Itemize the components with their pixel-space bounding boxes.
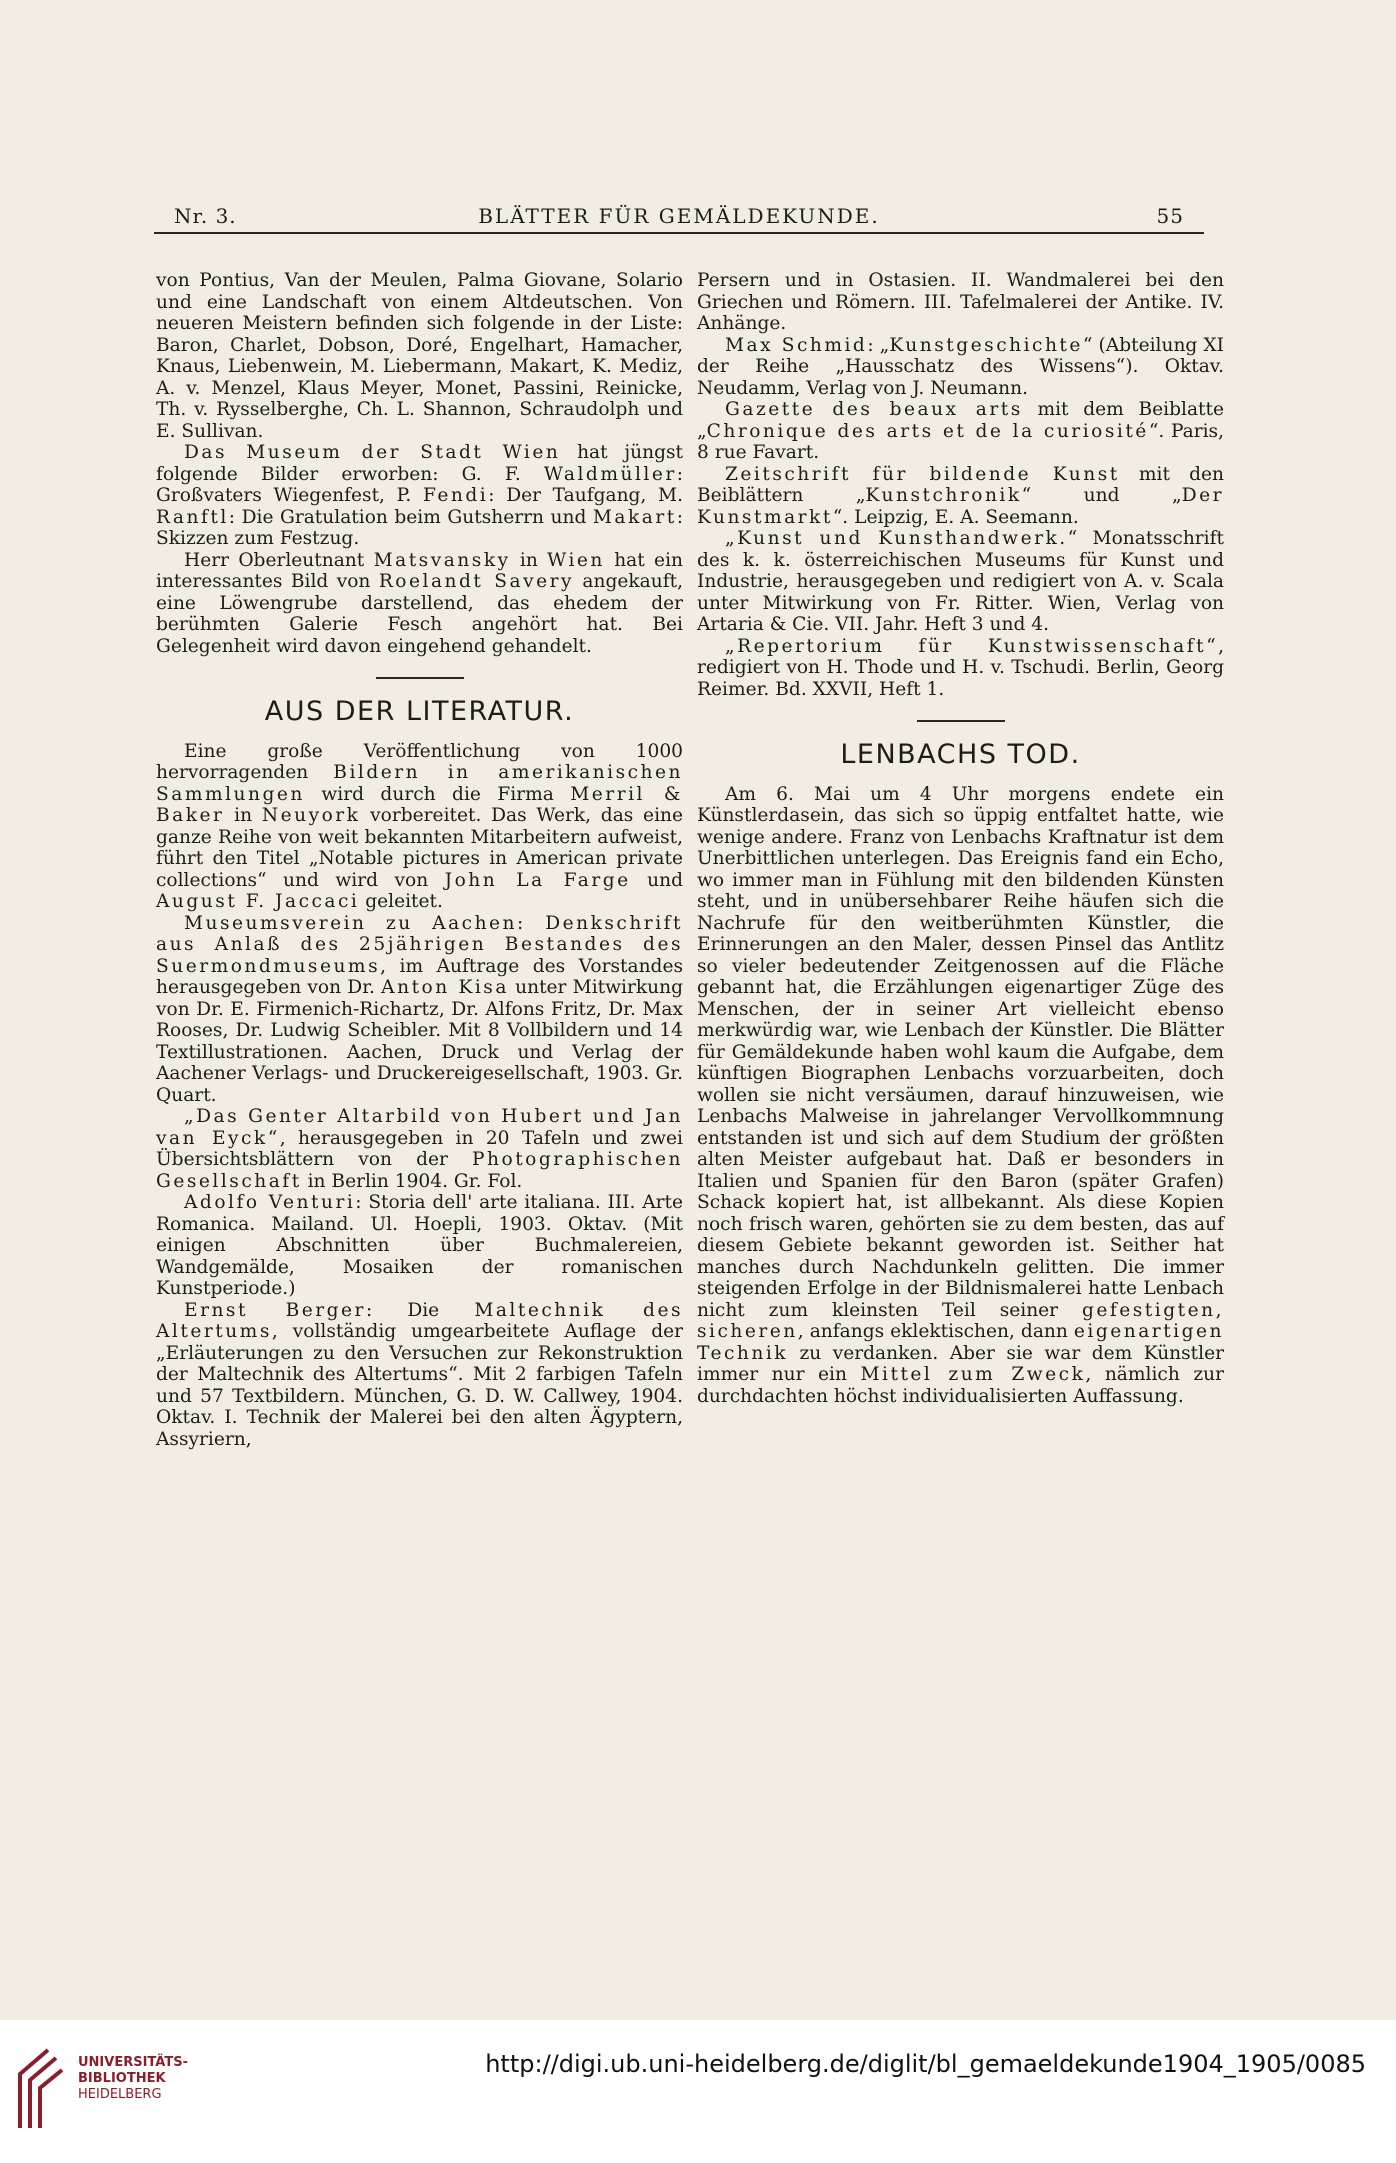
right-column xyxy=(697,270,1224,1407)
paragraph: Zeitschrift für bildende Kunst mit den Beiblättern „Kunstchronik“ und „Der Kunstmarkt“. Leipzig, E. A. Seemann. xyxy=(697,463,1225,528)
paragraph: Eine große Veröffentlichung von 1000 hervorragenden Bildern in amerikanischen Sammlungen wird durch die Firma Merril & Baker in Neuyork vorbereitet. Das Werk, das eine ganze Reihe von weit bekannten Mitarbeitern aufweist, führt den Titel „Notable pictures in American private collections“ und wird von John La Farge und August F. Jaccaci geleitet. xyxy=(156,740,684,912)
paragraph: Am 6. Mai um 4 Uhr morgens endete ein Künstlerdasein, das sich so üppig entfaltet hatte, wie wenige andere. Franz von Lenbachs Kraftnatur ist dem Unerbittlichen unterlegen. Das Ereignis fand ein Echo, wo immer man in Fühlung mit den bildenden Künsten steht, und in unübersehbarer Reihe häufen sich die Nachrufe für den weitberühmten Künstler, die Erinnerungen an den Maler, dessen Pinsel das Antlitz so vieler bedeutender Zeitgenossen auf die Fläche gebannt hat, die Erzählungen eigenartiger Züge des Menschen, der in seiner Art vielleicht ebenso merkwürdig war, wie Lenbach der Künstler. Die Blätter für Gemäldekunde haben wohl kaum die Aufgabe, dem künftigen Biographen Lenbachs vorzuarbeiten, doch wollen sie nicht versäumen, darauf hinzuweisen, wie Lenbachs Malweise in jahrelanger Vervollkommnung entstanden ist und sich auf dem Studium der größten alten Meister aufgebaut hat. Daß er besonders in Italien und Spanien für den Baron (später Grafen) Schack kopiert hat, ist allbekannt. Als diese Kopien noch frisch waren, gehörten sie zu dem besten, das auf diesem Gebiete bekannt geworden ist. Seither hat manches durch Nachdunkeln gelitten. Die immer steigenden Erfolge in der Bildnismalerei hatte Lenbach nicht zum kleinsten Teil seiner gefestigten, sicheren, anfangs eklektischen, dann eigenartigen Technik zu verdanken. Aber sie war dem Künstler immer nur ein Mittel zum Zweck, nämlich zur durchdachten höchst individualisierten Auffassung. xyxy=(697,783,1224,1407)
permalink-url[interactable]: http://digi.ub.uni-heidelberg.de/diglit/bl_gemaeldekunde1904_1905/0085 xyxy=(485,2050,1366,2078)
paragraph: Museumsverein zu Aachen: Denkschrift aus Anlaß des 25jährigen Bestandes des Suermondmuseums, im Auftrage des Vorstandes herausgegeben von Dr. Anton Kisa unter Mitwirkung von Dr. E. Firmenich-Richartz, Dr. Alfons Fritz, Dr. Max Rooses, Dr. Ludwig Scheibler. Mit 8 Vollbildern und 14 Textillustrationen. Aachen, Druck und Verlag der Aachener Verlags- und Druckereigesellschaft, 1903. Gr. Quart. xyxy=(156,912,683,1106)
viewer-footer xyxy=(0,2020,1396,2163)
paragraph: Herr Oberleutnant Matsvansky in Wien hat ein interessantes Bild von Roelandt Savery angekauft, eine Löwengrube darstellend, das ehedem der berühmten Galerie Fesch angehört hat. Bei Gelegenheit wird davon eingehend gehandelt. xyxy=(156,549,683,657)
paragraph: „Kunst und Kunsthandwerk.“ Monatsschrift des k. k. österreichischen Museums für Kunst und Industrie, herausgegeben und redigiert von A. v. Scala unter Mitwirkung von Fr. Ritter. Wien, Verlag von Artaria & Cie. VII. Jahr. Heft 3 und 4. xyxy=(697,528,1224,635)
paragraph: Persern und in Ostasien. II. Wandmalerei bei den Griechen und Römern. III. Tafelmalerei der Antike. IV. Anhänge. xyxy=(697,270,1224,334)
paragraph: Ernst Berger: Die Maltechnik des Altertums, vollständig umgearbeitete Auflage der „Erläuterungen zu den Versuchen zur Rekonstruktion der Maltechnik des Altertums“. Mit 2 farbigen Tafeln und 57 Textbildern. München, G. D. W. Callwey, 1904. Oktav. I. Technik der Malerei bei den alten Ägyptern, Assyriern, xyxy=(156,1299,684,1450)
paragraph: Gazette des beaux arts mit dem Beiblatte „Chronique des arts et de la curiosité“. Paris, 8 rue Favart. xyxy=(697,399,1224,463)
issue-number: Nr. 3. xyxy=(174,204,237,228)
paragraph: Max Schmid: „Kunstgeschichte“ (Abteilung XI der Reihe „Hausschatz des Wissens“). Oktav. Neudamm, Verlag von J. Neumann. xyxy=(697,334,1224,399)
paragraph: „Repertorium für Kunstwissenschaft“, redigiert von H. Thode und H. v. Tschudi. Berlin, Georg Reimer. Bd. XXVII, Heft 1. xyxy=(697,635,1224,700)
library-name: UNIVERSITÄTS- BIBLIOTHEK HEIDELBERG xyxy=(78,2055,188,2102)
section-divider xyxy=(376,677,464,679)
journal-title: BLÄTTER FÜR GEMÄLDEKUNDE. xyxy=(478,204,880,228)
paragraph: „Das Genter Altarbild von Hubert und Jan van Eyck“, herausgegeben in 20 Tafeln und zwei Übersichtsblättern von der Photographischen Gesellschaft in Berlin 1904. Gr. Fol. xyxy=(156,1106,684,1192)
section-heading: AUS DER LITERATUR. xyxy=(264,696,575,727)
paragraph: Das Museum der Stadt Wien hat jüngst folgende Bilder erworben: G. F. Waldmüller: Großvaters Wiegenfest, P. Fendi: Der Taufgang, M. Ranftl: Die Gratulation beim Gutsherrn und Makart: Skizzen zum Festzug. xyxy=(156,442,683,549)
left-column xyxy=(156,270,683,1450)
section-heading: LENBACHS TOD. xyxy=(840,739,1081,770)
library-logo-icon xyxy=(14,2044,66,2134)
page-number: 55 xyxy=(1156,204,1184,228)
paragraph: von Pontius, Van der Meulen, Palma Giovane, Solario und eine Landschaft von einem Altdeutschen. Von neueren Meistern befinden sich folgende in der Liste: Baron, Charlet, Dobson, Doré, Engelhart, Hamacher, Knaus, Liebenwein, M. Liebermann, Makart, K. Mediz, A. v. Menzel, Klaus Meyer, Monet, Passini, Reinicke, Th. v. Rysselberghe, Ch. L. Shannon, Schraudolph und E. Sullivan. xyxy=(156,270,683,442)
section-divider xyxy=(917,720,1005,722)
running-head xyxy=(154,200,1204,234)
paragraph: Adolfo Venturi: Storia dell' arte italiana. III. Arte Romanica. Mailand. Ul. Hoepli, 1903. Oktav. (Mit einigen Abschnitten über Buchmalereien, Wandgemälde, Mosaiken der romanischen Kunstperiode.) xyxy=(156,1192,683,1299)
